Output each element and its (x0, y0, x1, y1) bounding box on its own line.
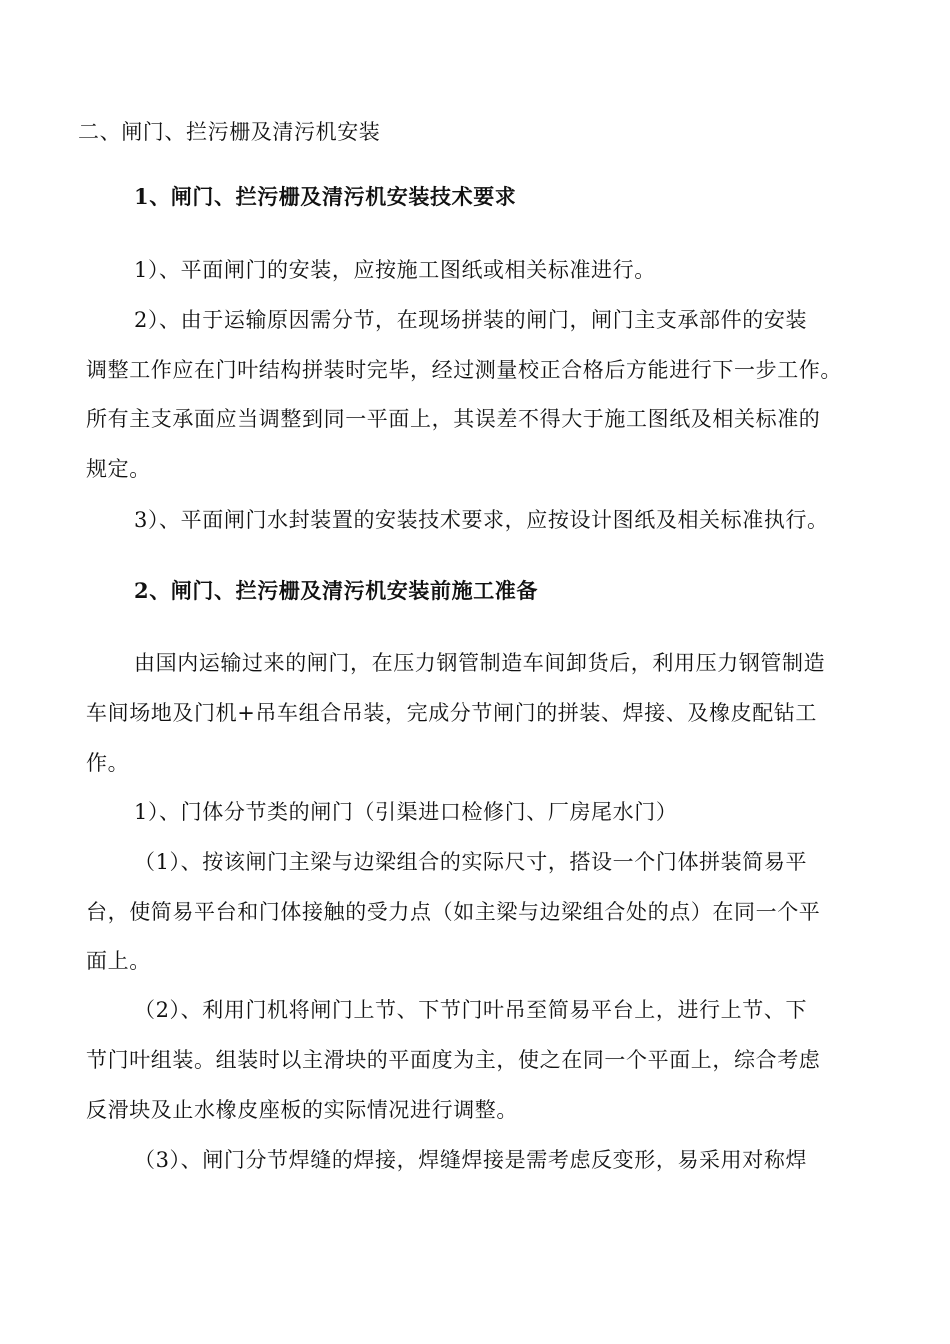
paragraph-item-2-line-1: 2）、由于运输原因需分节，在现场拼装的闸门，闸门主支承部件的安装 (134, 308, 808, 332)
paragraph-item-2-line-3: 所有主支承面应当调整到同一平面上，其误差不得大于施工图纸及相关标准的 (86, 407, 821, 431)
section-heading: 二、闸门、拦污栅及清污机安装 (78, 120, 381, 144)
step-1-line-3: 面上。 (86, 949, 151, 973)
step-2-line-3: 反滑块及止水橡皮座板的实际情况进行调整。 (86, 1098, 518, 1122)
step-2-line-1: （2）、利用门机将闸门上节、下节门叶吊至简易平台上，进行上节、下 (134, 998, 808, 1022)
subsection-2-item-1: 1）、门体分节类的闸门（引渠进口检修门、厂房尾水门） (134, 800, 678, 824)
intro-line-2: 车间场地及门机+吊车组合吊装，完成分节闸门的拼装、焊接、及橡皮配钻工 (86, 701, 817, 725)
step-3-line-1: （3）、闸门分节焊缝的焊接，焊缝焊接是需考虑反变形，易采用对称焊 (134, 1148, 808, 1172)
intro-line-3: 作。 (86, 751, 130, 775)
paragraph-item-1: 1）、平面闸门的安装，应按施工图纸或相关标准进行。 (134, 258, 656, 282)
step-1-line-2: 台，使简易平台和门体接触的受力点（如主梁与边梁组合处的点）在同一个平 (86, 900, 821, 924)
subsection-2-title: 2、闸门、拦污栅及清污机安装前施工准备 (134, 578, 539, 603)
step-1-line-1: （1）、按该闸门主梁与边梁组合的实际尺寸，搭设一个门体拼装简易平 (134, 850, 808, 874)
paragraph-item-2-line-2: 调整工作应在门叶结构拼装时完毕，经过测量校正合格后方能进行下一步工作。 (86, 358, 842, 382)
step-2-line-2: 节门叶组装。组装时以主滑块的平面度为主，使之在同一个平面上，综合考虑 (86, 1048, 821, 1072)
paragraph-item-3: 3）、平面闸门水封装置的安装技术要求，应按设计图纸及相关标准执行。 (134, 508, 829, 532)
paragraph-item-2-line-4: 规定。 (86, 457, 151, 481)
intro-line-1: 由国内运输过来的闸门，在压力钢管制造车间卸货后，利用压力钢管制造 (134, 651, 826, 675)
subsection-1-title: 1、闸门、拦污栅及清污机安装技术要求 (134, 184, 517, 209)
